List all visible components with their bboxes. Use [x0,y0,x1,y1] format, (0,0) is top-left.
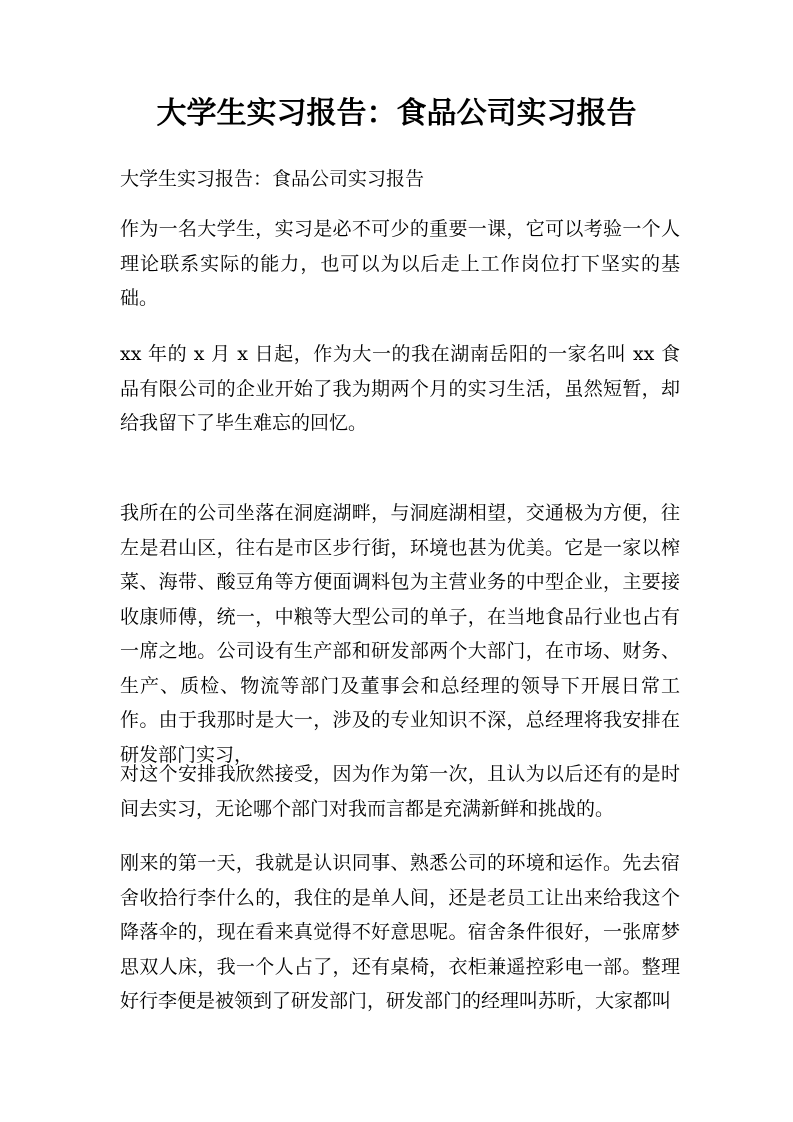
document-subtitle: 大学生实习报告：食品公司实习报告 [120,168,425,190]
document-title: 大学生实习报告：食品公司实习报告 [156,96,637,131]
paragraph-assignment: 对这个安排我欣然接受，因为作为第一次，且认为以后还有的是时间去实习，无论哪个部门对我而言都是充满新鲜和挑战的。 [120,763,680,820]
paragraph-intro: 作为一名大学生，实习是必不可少的重要一课，它可以考验一个人理论联系实际的能力，也可以为以后走上工作岗位打下坚实的基础。 [120,218,680,309]
paragraph-start-date: xx 年的 x 月 x 日起，作为大一的我在湖南岳阳的一家名叫 xx 食品有限公司的企业开始了我为期两个月的实习生活，虽然短暂，却给我留下了毕生难忘的回忆。 [120,343,680,434]
paragraph-company-description: 我所在的公司坐落在洞庭湖畔，与洞庭湖相望，交通极为方便，往左是君山区，往右是市区步行街，环境也甚为优美。它是一家以榨菜、海带、酸豆角等方便面调料包为主营业务的中型企业，主要接收康师傅，统一，中粮等大型公司的单子，在当地食品行业也占有一席之地。公司设有生产部和研发部两个大部门，在市场、财务、生产、质检、物流等部门及董事会和总经理的领导下开展日常工作。由于我那时是大一，涉及的专业知识不深，总经理将我安排在研发部门实习， [120,502,680,766]
paragraph-first-day: 刚来的第一天，我就是认识同事、熟悉公司的环境和运作。先去宿舍收拾行李什么的，我住的是单人间，还是老员工让出来给我这个降落伞的，现在看来真觉得不好意思呢。宿舍条件很好，一张席梦思双人床，我一个人占了，还有桌椅，衣柜兼遥控彩电一部。整理好行李便是被领到了研发部门，研发部门的经理叫苏昕，大家都叫 [120,852,680,1012]
